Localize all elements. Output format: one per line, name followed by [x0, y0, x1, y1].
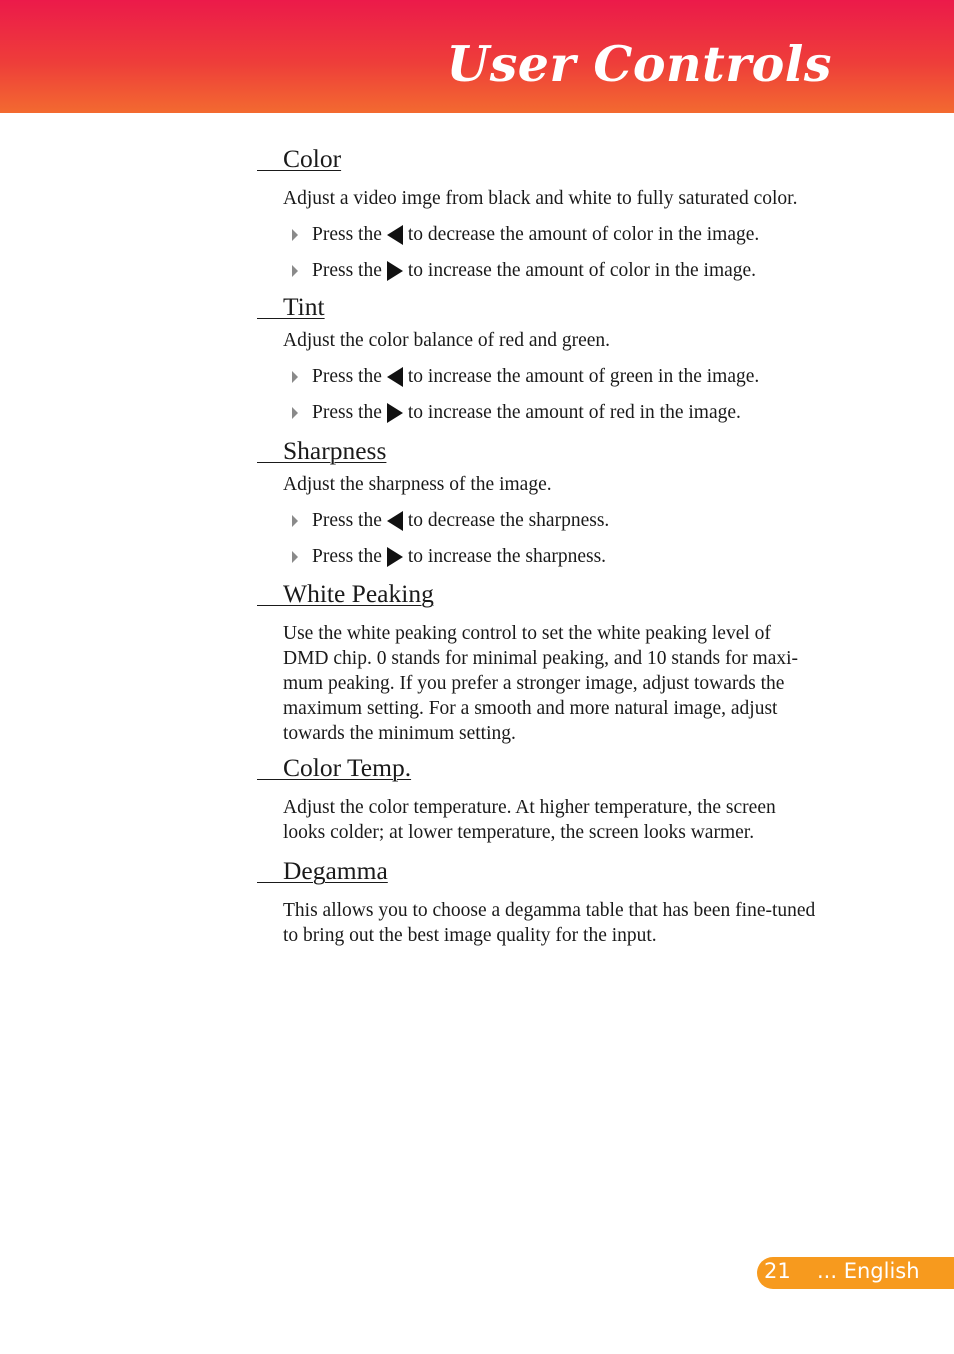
section-description: Adjust a video imge from black and white to fully saturated color.	[283, 188, 798, 209]
bullet-triangle-icon	[292, 265, 298, 277]
press-label: Press the	[312, 402, 382, 423]
section-description	[283, 621, 917, 746]
section-title: Color Temp.	[257, 753, 411, 783]
description-line: Use the white peaking control to set the white peaking level of	[283, 623, 771, 644]
section-description: Adjust the color balance of red and green.	[283, 330, 611, 351]
section-sharpness	[257, 436, 917, 569]
bullet-triangle-icon	[292, 371, 298, 383]
description-line: maximum setting. For a smooth and more natural image, adjust	[283, 698, 778, 719]
section-description	[283, 898, 917, 948]
bullet-item	[292, 400, 917, 425]
bullet-triangle-icon	[292, 515, 298, 527]
page-header-banner	[0, 0, 954, 113]
section-color-temp	[257, 753, 917, 845]
left-arrow-icon	[387, 225, 403, 245]
right-arrow-icon	[387, 403, 403, 423]
section-description	[283, 795, 917, 845]
bullet-text: to decrease the amount of color in the image.	[407, 224, 760, 245]
page-number: 21	[764, 1259, 791, 1283]
section-title: Color	[257, 144, 341, 174]
page-title: User Controls	[446, 35, 832, 93]
bullet-text: to decrease the sharpness.	[407, 510, 610, 531]
description-line: mum peaking. If you prefer a stronger image, adjust towards the	[283, 673, 785, 694]
bullet-text: to increase the amount of color in the image.	[407, 260, 757, 281]
right-arrow-icon	[387, 547, 403, 567]
description-line: to bring out the best image quality for the input.	[283, 925, 657, 946]
bullet-triangle-icon	[292, 407, 298, 419]
bullet-item	[292, 222, 917, 247]
footer-language: ... English	[817, 1259, 920, 1283]
bullet-triangle-icon	[292, 229, 298, 241]
press-label: Press the	[312, 366, 382, 387]
section-tint	[257, 292, 917, 425]
bullet-text: to increase the amount of red in the image.	[407, 402, 741, 423]
section-white-peaking	[257, 579, 917, 746]
section-degamma	[257, 856, 917, 948]
left-arrow-icon	[387, 511, 403, 531]
bullet-item	[292, 364, 917, 389]
description-line: DMD chip. 0 stands for minimal peaking, and 10 stands for maxi-	[283, 648, 799, 669]
bullet-triangle-icon	[292, 551, 298, 563]
bullet-item	[292, 544, 917, 569]
bullet-item	[292, 508, 917, 533]
press-label: Press the	[312, 224, 382, 245]
description-line: looks colder; at lower temperature, the screen looks warmer.	[283, 822, 755, 843]
section-title: Sharpness	[257, 436, 386, 466]
section-title: White Peaking	[257, 579, 434, 609]
press-label: Press the	[312, 546, 382, 567]
section-description: Adjust the sharpness of the image.	[283, 474, 552, 495]
description-line: Adjust the color temperature. At higher temperature, the screen	[283, 797, 776, 818]
left-arrow-icon	[387, 367, 403, 387]
bullet-text: to increase the amount of green in the image.	[407, 366, 760, 387]
bullet-item	[292, 258, 917, 283]
section-title: Degamma	[257, 856, 388, 886]
press-label: Press the	[312, 510, 382, 531]
section-color	[257, 144, 917, 283]
footer-page-badge	[757, 1257, 954, 1289]
description-line: This allows you to choose a degamma table that has been fine-tuned	[283, 900, 816, 921]
press-label: Press the	[312, 260, 382, 281]
description-line: towards the minimum setting.	[283, 723, 516, 744]
bullet-text: to increase the sharpness.	[407, 546, 607, 567]
right-arrow-icon	[387, 261, 403, 281]
section-title: Tint	[257, 292, 325, 322]
